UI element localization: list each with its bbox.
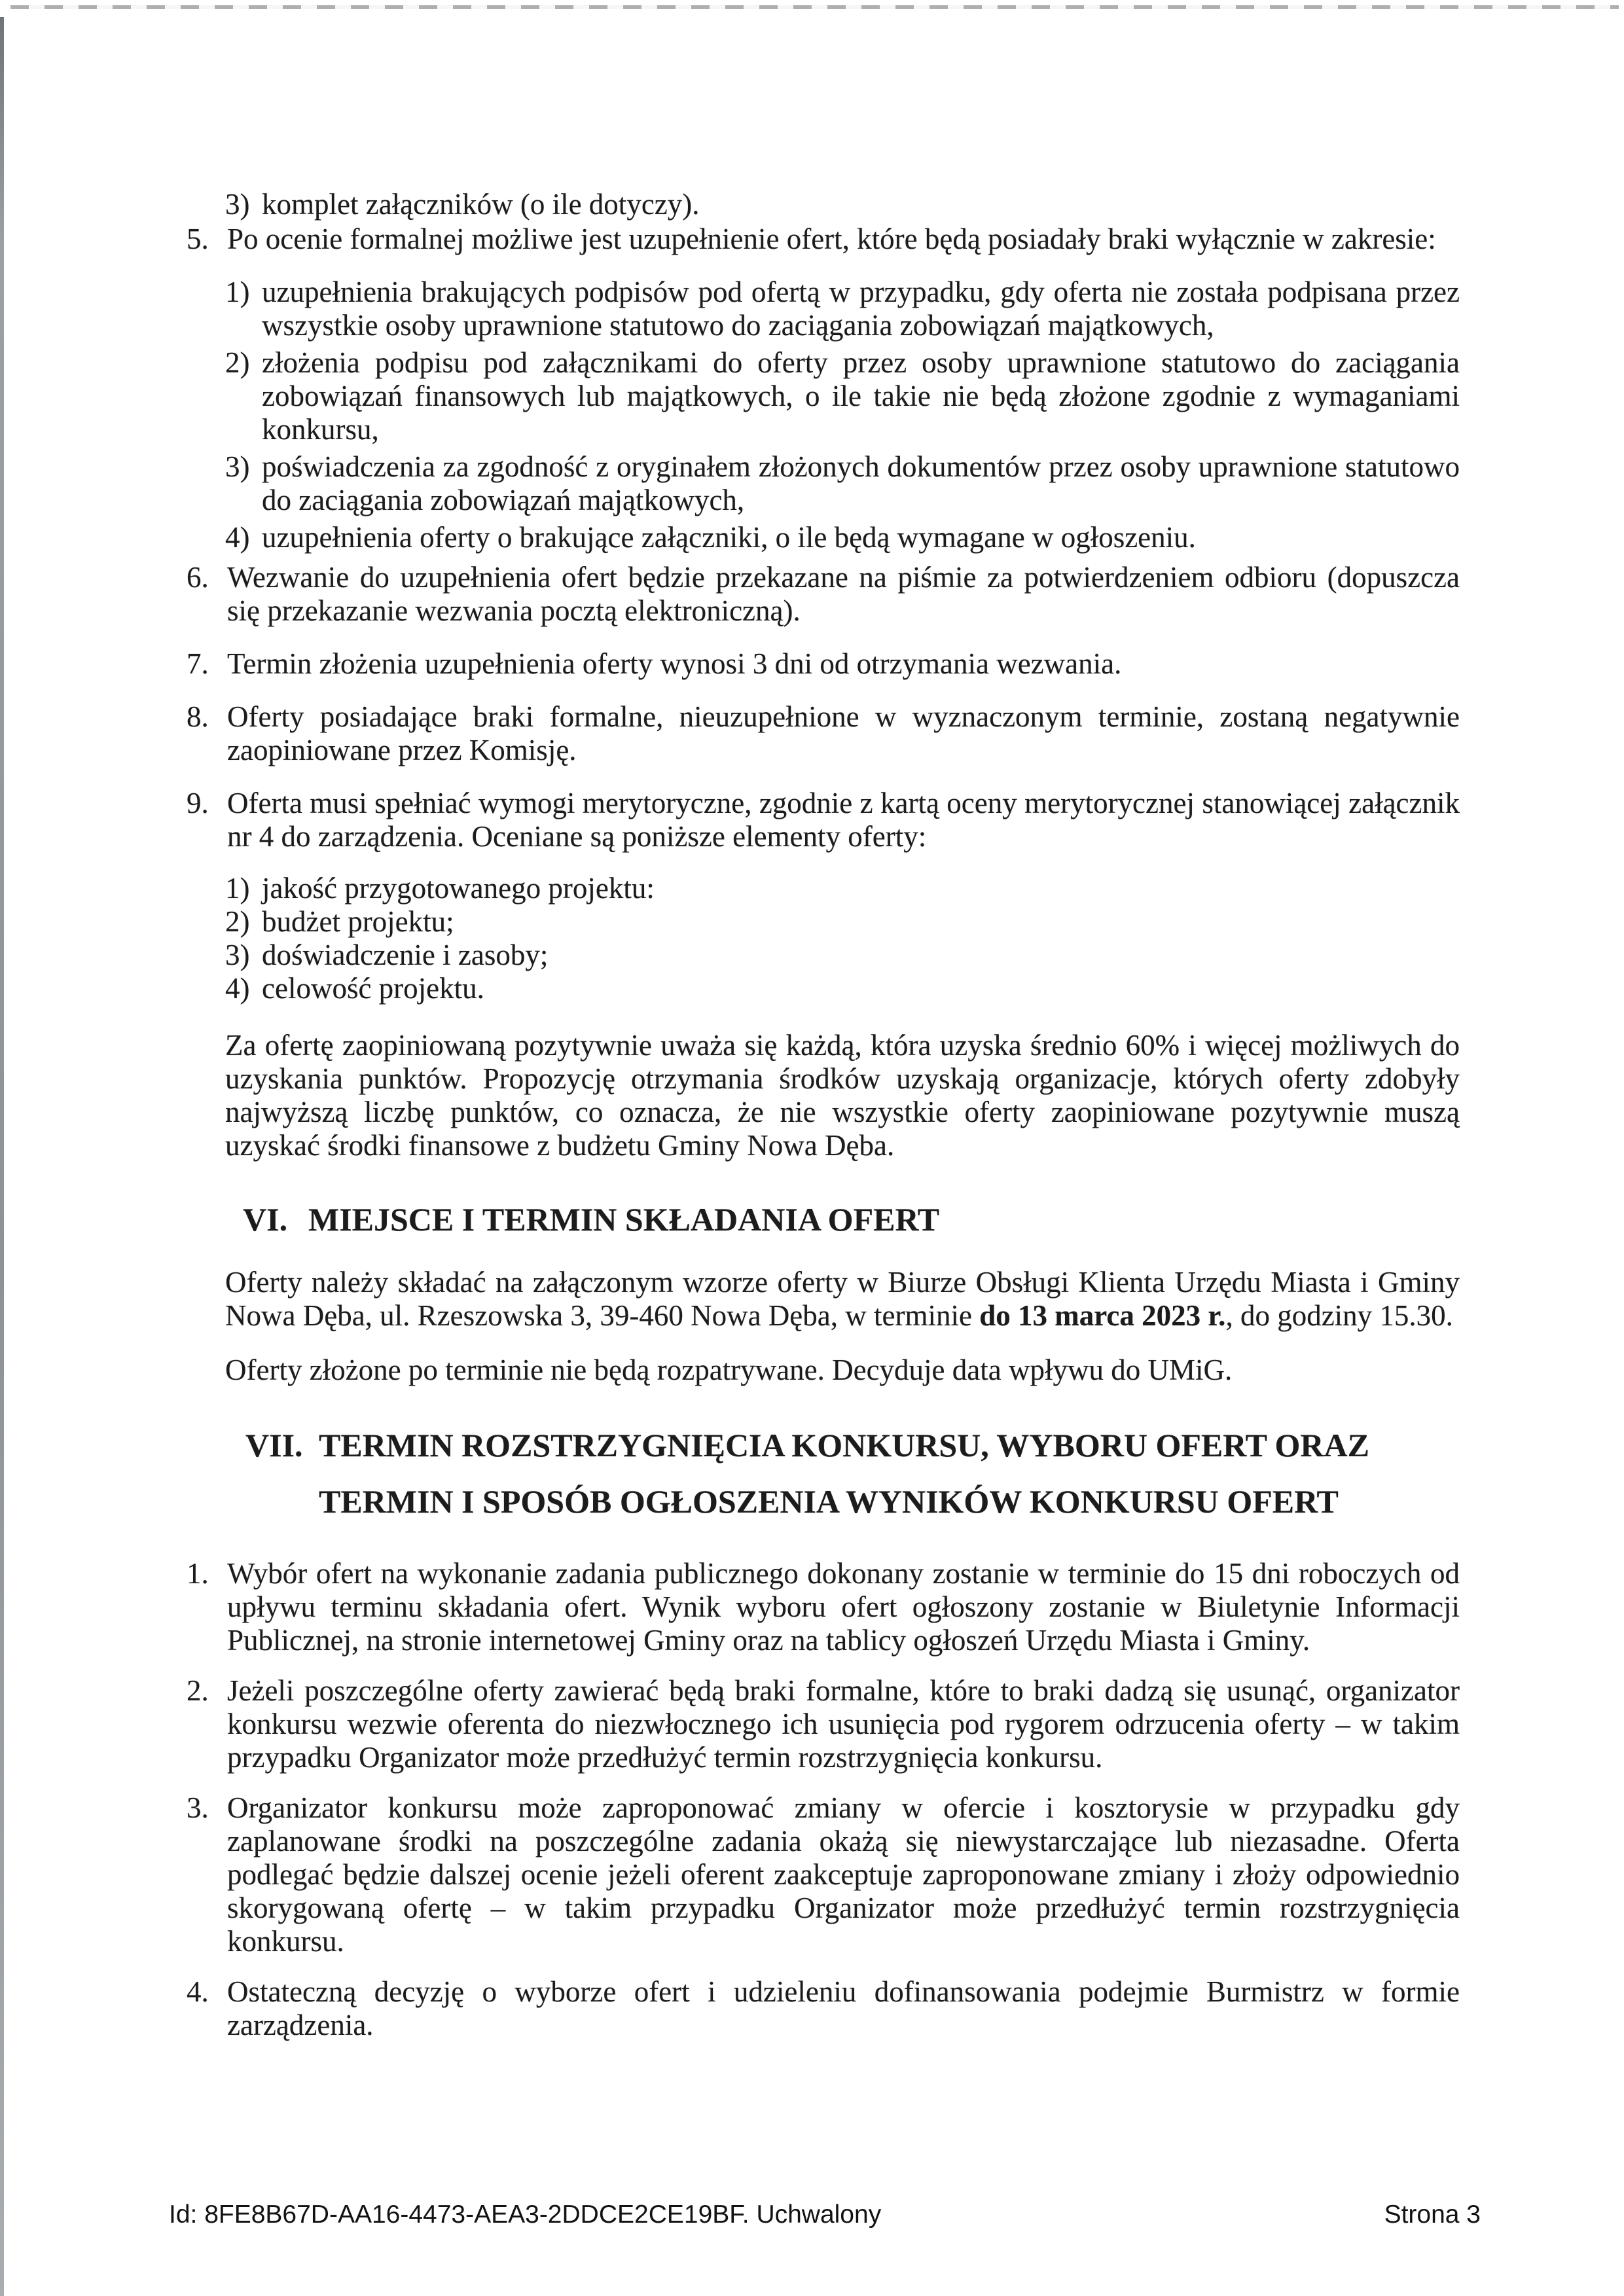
- paragraph: Oferty złożone po terminie nie będą rozpatrywane. Decyduje data wpływu do UMiG.: [225, 1354, 1233, 1386]
- list-marker: 1): [225, 276, 250, 308]
- list-item-text: Po ocenie formalnej możliwe jest uzupełnienie ofert, które będą posiadały braki wyłącznie w zakresie:: [227, 223, 1436, 255]
- list-item-text: poświadczenia za zgodność z oryginałem złożonych dokumentów przez osoby uprawnione statutowo do zaciągania zobowiązań majątkowych,: [262, 450, 1460, 516]
- list-item-text: celowość projektu.: [262, 972, 484, 1005]
- list-item-text: uzupełnienia brakujących podpisów pod ofertą w przypadku, gdy oferta nie została podpisana przez wszystkie osoby uprawnione statutowo do zaciągania zobowiązań majątkowych,: [262, 276, 1460, 342]
- list-item: [225, 188, 1460, 221]
- list-item-text: Organizator konkursu może zaproponować zmiany w ofercie i kosztorysie w przypadku gdy zaplanowane środki na poszczególne zadania okażą się niewystarczające lub niezasadne. Oferta podlegać będzie dalszej ocenie jeżeli oferent zaakceptuje zaproponowane zmiany i złoży odpowiednio skorygowaną ofertę – w takim przypadku Organizator może przedłużyć termin rozstrzygnięcia konkursu.: [227, 1791, 1460, 1958]
- section-title-line2: TERMIN I SPOSÓB OGŁOSZENIA WYNIKÓW KONKURSU OFERT: [319, 1483, 1339, 1520]
- list-item: [225, 872, 1460, 905]
- list-item-text: Wybór ofert na wykonanie zadania publicznego dokonany zostanie w terminie do 15 dni roboczych od upływu terminu składania ofert. Wynik wyboru ofert ogłoszony zostanie w Biuletynie Informacji Publicznej, na stronie internetowej Gminy oraz na tablicy ogłoszeń Urzędu Miasta i Gminy.: [227, 1557, 1460, 1657]
- section-number: VI.: [243, 1201, 288, 1238]
- list-marker: 9.: [187, 787, 209, 819]
- paragraph: [225, 1266, 1460, 1333]
- paragraph-text: , do godziny 15.30.: [1225, 1299, 1453, 1332]
- list-marker: 6.: [187, 561, 209, 594]
- list-item: [225, 905, 1460, 939]
- list-marker: 2): [225, 905, 250, 938]
- list-item: [187, 700, 1460, 767]
- list-item-text: komplet załączników (o ile dotyczy).: [262, 188, 700, 221]
- list-marker: 1): [225, 872, 250, 905]
- footer-page-number: Strona 3: [1384, 2200, 1481, 2229]
- deadline-date-bold: do 13 marca 2023 r.: [979, 1299, 1226, 1332]
- list-item-text: Jeżeli poszczególne oferty zawierać będą braki formalne, które to braki dadzą się usunąć, organizator konkursu wezwie oferenta do niezwłocznego ich usunięcia pod rygorem odrzucenia oferty – w takim przypadku Organizator może przedłużyć termin rozstrzygnięcia konkursu.: [227, 1674, 1460, 1774]
- list-marker: 4.: [187, 1975, 209, 2008]
- paragraph: Za ofertę zaopiniowaną pozytywnie uważa się każdą, która uzyska średnio 60% i więcej możliwych do uzyskania punktów. Propozycję otrzymania środków uzyskają organizacje, których oferty zdobyły najwyższą liczbę punktów, co oznacza, że nie wszystkie oferty zaopiniowane pozytywnie muszą uzyskać środki finansowe z budżetu Gminy Nowa Dęba.: [225, 1029, 1460, 1162]
- list-item-text: doświadczenie i zasoby;: [262, 939, 549, 971]
- list-marker: 4): [225, 972, 250, 1005]
- list-marker: 1.: [187, 1557, 209, 1590]
- list-item: [225, 939, 1460, 972]
- list-item: [225, 972, 1460, 1005]
- list-item-text: Ostateczną decyzję o wyborze ofert i udzieleniu dofinansowania podejmie Burmistrz w formie zarządzenia.: [227, 1975, 1460, 2041]
- list-item-text: jakość przygotowanego projektu:: [262, 872, 655, 905]
- list-item-text: uzupełnienia oferty o brakujące załączniki, o ile będą wymagane w ogłoszeniu.: [262, 521, 1196, 554]
- list-item: [187, 223, 1460, 256]
- section-title-line1: TERMIN ROZSTRZYGNIĘCIA KONKURSU, WYBORU OFERT ORAZ: [319, 1427, 1369, 1463]
- list-item: [187, 1791, 1460, 1958]
- section-title: MIEJSCE I TERMIN SKŁADANIA OFERT: [308, 1201, 940, 1238]
- list-marker: 3): [225, 450, 250, 483]
- list-marker: 3.: [187, 1791, 209, 1824]
- list-item: [187, 787, 1460, 853]
- list-item-text: budżet projektu;: [262, 905, 454, 938]
- list-item: [187, 1557, 1460, 1657]
- list-item-text: Wezwanie do uzupełnienia ofert będzie przekazane na piśmie za potwierdzeniem odbioru (dopuszcza się przekazanie wezwania pocztą elektroniczną).: [227, 561, 1460, 627]
- list-marker: 2): [225, 346, 250, 379]
- list-item: [187, 561, 1460, 628]
- list-item: [225, 521, 1460, 554]
- list-marker: 3): [225, 188, 250, 221]
- list-item: [225, 276, 1460, 342]
- footer-doc-id: Id: 8FE8B67D-AA16-4473-AEA3-2DDCE2CE19BF. Uchwalony: [169, 2200, 882, 2229]
- section-heading-vi: [243, 1200, 1460, 1238]
- paragraph-text: Oferty należy składać na załączonym wzorze oferty w Biurze Obsługi Klienta Urzędu Miasta i Gminy Nowa Dęba, ul. Rzeszowska 3, 39-460 Nowa Dęba, w terminie: [225, 1266, 1460, 1332]
- section-number: VII.: [245, 1427, 303, 1463]
- list-marker: 8.: [187, 700, 209, 733]
- list-marker: 2.: [187, 1674, 209, 1707]
- list-marker: 4): [225, 521, 250, 554]
- list-item-text: Oferty posiadające braki formalne, nieuzupełnione w wyznaczonym terminie, zostaną negatywnie zaopiniowane przez Komisję.: [227, 700, 1460, 766]
- list-marker: 3): [225, 939, 250, 971]
- list-item: [225, 450, 1460, 517]
- list-item-text: Termin złożenia uzupełnienia oferty wynosi 3 dni od otrzymania wezwania.: [227, 647, 1122, 680]
- list-item: [187, 647, 1460, 681]
- list-item: [187, 1975, 1460, 2042]
- list-item-text: złożenia podpisu pod załącznikami do oferty przez osoby uprawnione statutowo do zaciągania zobowiązań finansowych lub majątkowych, o ile takie nie będą złożone zgodnie z wymaganiami konkursu,: [262, 346, 1460, 446]
- list-marker: 5.: [187, 223, 209, 255]
- list-item: [225, 346, 1460, 446]
- section-heading-vii: [245, 1417, 1460, 1530]
- list-item: [187, 1674, 1460, 1774]
- section-title: [319, 1417, 1460, 1530]
- page-footer: [169, 2200, 1481, 2229]
- list-item-text: Oferta musi spełniać wymogi merytoryczne, zgodnie z kartą oceny merytorycznej stanowiącej załącznik nr 4 do zarządzenia. Oceniane są poniższe elementy oferty:: [227, 787, 1460, 853]
- list-marker: 7.: [187, 647, 209, 680]
